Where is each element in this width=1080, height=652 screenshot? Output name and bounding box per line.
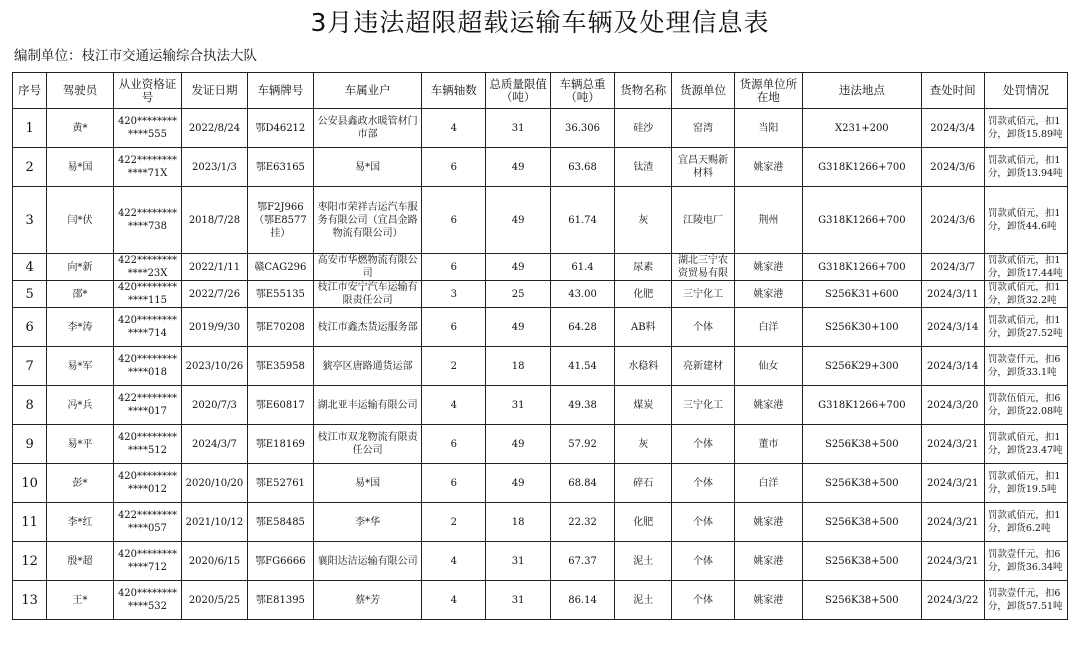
table-row [13, 308, 1068, 347]
cell-plate: 鄂E63165 [247, 148, 313, 187]
cell-driver: 黄* [47, 109, 113, 148]
cell-cargo: 碎石 [615, 464, 672, 503]
cell-plate: 鄂E55135 [247, 281, 313, 308]
cell-source-location: 当阳 [734, 109, 803, 148]
cell-limit: 31 [486, 386, 550, 425]
cell-location: S256K38+500 [803, 503, 921, 542]
cell-location: S256K31+600 [803, 281, 921, 308]
cell-owner: 猇亭区唐路通货运部 [314, 347, 422, 386]
cell-penalty: 罚款贰佰元，扣1分，卸货17.44吨 [984, 254, 1067, 281]
cell-seq: 1 [13, 109, 47, 148]
cell-limit: 49 [486, 254, 550, 281]
cell-source-location: 姚家港 [734, 148, 803, 187]
cell-owner: 襄阳达洁运输有限公司 [314, 542, 422, 581]
cell-check-time: 2024/3/6 [921, 187, 984, 254]
cell-location: S256K38+500 [803, 581, 921, 620]
cell-source-location: 白洋 [734, 308, 803, 347]
cell-cargo: 水稳料 [615, 347, 672, 386]
cell-cert: 420******** ****012 [113, 464, 182, 503]
cell-owner: 枣阳市荣祥吉运汽车服务有限公司（宜昌金路物流有限公司） [314, 187, 422, 254]
header-penalty: 处罚情况 [984, 73, 1067, 109]
cell-location: S256K30+100 [803, 308, 921, 347]
cell-driver: 王* [47, 581, 113, 620]
cell-limit: 49 [486, 148, 550, 187]
cell-owner: 公安县鑫政水暖管材门市部 [314, 109, 422, 148]
cell-owner: 枝江市鑫杰货运服务部 [314, 308, 422, 347]
header-source-location: 货源单位所在地 [734, 73, 803, 109]
cell-cert: 422******** ****71X [113, 148, 182, 187]
cell-penalty: 罚款壹仟元，扣6分，卸货33.1吨 [984, 347, 1067, 386]
cell-issue-date: 2023/10/26 [182, 347, 247, 386]
cell-plate: 鄂E18169 [247, 425, 313, 464]
cell-limit: 18 [486, 503, 550, 542]
cell-weight: 68.84 [550, 464, 614, 503]
cell-plate: 鄂E52761 [247, 464, 313, 503]
cell-weight: 36.306 [550, 109, 614, 148]
cell-check-time: 2024/3/21 [921, 542, 984, 581]
cell-cargo: 泥土 [615, 542, 672, 581]
table-row [13, 503, 1068, 542]
cell-driver: 冯*兵 [47, 386, 113, 425]
cell-plate: 鄂E70208 [247, 308, 313, 347]
cell-location: G318K1266+700 [803, 254, 921, 281]
cell-source: 亮新建材 [672, 347, 734, 386]
cell-issue-date: 2022/7/26 [182, 281, 247, 308]
cell-check-time: 2024/3/7 [921, 254, 984, 281]
violation-table [12, 72, 1068, 620]
cell-source: 湖北三宁农资贸易有限 [672, 254, 734, 281]
cell-source: 三宁化工 [672, 386, 734, 425]
cell-axles: 2 [422, 503, 486, 542]
cell-cert: 420******** ****018 [113, 347, 182, 386]
cell-cert: 420******** ****712 [113, 542, 182, 581]
compiling-unit: 编制单位：枝江市交通运输综合执法大队 [14, 48, 257, 64]
header-check-time: 查处时间 [921, 73, 984, 109]
cell-check-time: 2024/3/20 [921, 386, 984, 425]
cell-check-time: 2024/3/21 [921, 425, 984, 464]
cell-penalty: 罚款贰佰元，扣1分，卸货44.6吨 [984, 187, 1067, 254]
cell-issue-date: 2020/7/3 [182, 386, 247, 425]
cell-weight: 22.32 [550, 503, 614, 542]
header-limit: 总质量限值（吨） [486, 73, 550, 109]
cell-source: 个体 [672, 542, 734, 581]
cell-cargo: 灰 [615, 425, 672, 464]
cell-source: 个体 [672, 581, 734, 620]
cell-check-time: 2024/3/22 [921, 581, 984, 620]
cell-plate: 鄂E58485 [247, 503, 313, 542]
page-title: 3月违法超限超载运输车辆及处理信息表 [310, 8, 770, 37]
cell-seq: 6 [13, 308, 47, 347]
cell-source: 个体 [672, 425, 734, 464]
table-row [13, 109, 1068, 148]
cell-limit: 49 [486, 425, 550, 464]
cell-limit: 31 [486, 581, 550, 620]
cell-owner: 易*国 [314, 148, 422, 187]
cell-owner: 高安市华燃物流有限公司 [314, 254, 422, 281]
cell-axles: 4 [422, 581, 486, 620]
cell-owner: 李*华 [314, 503, 422, 542]
cell-cargo: AB料 [615, 308, 672, 347]
cell-issue-date: 2020/10/20 [182, 464, 247, 503]
header-seq: 序号 [13, 73, 47, 109]
cell-cargo: 泥土 [615, 581, 672, 620]
cell-location: X231+200 [803, 109, 921, 148]
cell-weight: 63.68 [550, 148, 614, 187]
cell-seq: 4 [13, 254, 47, 281]
cell-owner: 枝江市双龙物流有限责任公司 [314, 425, 422, 464]
cell-issue-date: 2018/7/28 [182, 187, 247, 254]
cell-axles: 2 [422, 347, 486, 386]
cell-limit: 25 [486, 281, 550, 308]
cell-plate: 鄂FG6666 [247, 542, 313, 581]
cell-issue-date: 2023/1/3 [182, 148, 247, 187]
cell-weight: 49.38 [550, 386, 614, 425]
table-row [13, 386, 1068, 425]
cell-location: G318K1266+700 [803, 148, 921, 187]
cell-seq: 12 [13, 542, 47, 581]
cell-weight: 41.54 [550, 347, 614, 386]
cell-source: 个体 [672, 503, 734, 542]
cell-limit: 49 [486, 464, 550, 503]
cell-cert: 422******** ****057 [113, 503, 182, 542]
cell-source: 个体 [672, 308, 734, 347]
cell-source: 江陵电厂 [672, 187, 734, 254]
cell-source: 三宁化工 [672, 281, 734, 308]
table-row [13, 542, 1068, 581]
cell-seq: 7 [13, 347, 47, 386]
cell-seq: 13 [13, 581, 47, 620]
cell-cert: 420******** ****555 [113, 109, 182, 148]
cell-source-location: 姚家港 [734, 386, 803, 425]
header-cert: 从业资格证号 [113, 73, 182, 109]
cell-plate: 鄂F2J966（鄂E8577挂） [247, 187, 313, 254]
cell-issue-date: 2022/1/11 [182, 254, 247, 281]
cell-penalty: 罚款贰佰元，扣1分，卸货23.47吨 [984, 425, 1067, 464]
cell-driver: 易*军 [47, 347, 113, 386]
cell-cert: 422******** ****23X [113, 254, 182, 281]
cell-cargo: 煤炭 [615, 386, 672, 425]
cell-cert: 422******** ****017 [113, 386, 182, 425]
header-issue-date: 发证日期 [182, 73, 247, 109]
cell-source: 宜昌天赐新材料 [672, 148, 734, 187]
cell-location: G318K1266+700 [803, 187, 921, 254]
cell-check-time: 2024/3/21 [921, 464, 984, 503]
cell-check-time: 2024/3/14 [921, 347, 984, 386]
cell-driver: 殷*超 [47, 542, 113, 581]
cell-source-location: 姚家港 [734, 281, 803, 308]
cell-driver: 邵* [47, 281, 113, 308]
cell-plate: 赣CAG296 [247, 254, 313, 281]
cell-cert: 420******** ****714 [113, 308, 182, 347]
cell-axles: 6 [422, 187, 486, 254]
cell-source-location: 白洋 [734, 464, 803, 503]
cell-issue-date: 2021/10/12 [182, 503, 247, 542]
cell-seq: 11 [13, 503, 47, 542]
header-driver: 驾驶员 [47, 73, 113, 109]
cell-source-location: 姚家港 [734, 581, 803, 620]
cell-driver: 易*国 [47, 148, 113, 187]
table-row [13, 254, 1068, 281]
cell-cargo: 化肥 [615, 503, 672, 542]
header-weight: 车辆总重（吨） [550, 73, 614, 109]
cell-limit: 49 [486, 308, 550, 347]
cell-weight: 61.74 [550, 187, 614, 254]
table-row [13, 581, 1068, 620]
cell-owner: 易*国 [314, 464, 422, 503]
cell-cargo: 尿素 [615, 254, 672, 281]
table-row [13, 464, 1068, 503]
cell-issue-date: 2019/9/30 [182, 308, 247, 347]
cell-source-location: 姚家港 [734, 542, 803, 581]
cell-cert: 422******** ****738 [113, 187, 182, 254]
cell-source: 个体 [672, 464, 734, 503]
cell-penalty: 罚款贰佰元，扣1分，卸货13.94吨 [984, 148, 1067, 187]
cell-issue-date: 2020/6/15 [182, 542, 247, 581]
header-owner: 车属业户 [314, 73, 422, 109]
cell-penalty: 罚款伍佰元，扣6分，卸货22.08吨 [984, 386, 1067, 425]
header-cargo: 货物名称 [615, 73, 672, 109]
cell-penalty: 罚款壹仟元，扣6分，卸货36.34吨 [984, 542, 1067, 581]
cell-source: 窑湾 [672, 109, 734, 148]
header-axles: 车辆轴数 [422, 73, 486, 109]
cell-seq: 2 [13, 148, 47, 187]
cell-source-location: 仙女 [734, 347, 803, 386]
cell-limit: 31 [486, 109, 550, 148]
cell-driver: 向*新 [47, 254, 113, 281]
cell-limit: 49 [486, 187, 550, 254]
table-row [13, 148, 1068, 187]
cell-plate: 鄂E60817 [247, 386, 313, 425]
cell-check-time: 2024/3/11 [921, 281, 984, 308]
cell-seq: 9 [13, 425, 47, 464]
cell-source-location: 荆州 [734, 187, 803, 254]
cell-source-location: 姚家港 [734, 254, 803, 281]
cell-cargo: 灰 [615, 187, 672, 254]
cell-weight: 43.00 [550, 281, 614, 308]
cell-location: S256K38+500 [803, 542, 921, 581]
cell-location: G318K1266+700 [803, 386, 921, 425]
cell-weight: 61.4 [550, 254, 614, 281]
cell-owner: 枝江市安宁汽车运输有限责任公司 [314, 281, 422, 308]
cell-cert: 420******** ****115 [113, 281, 182, 308]
cell-axles: 3 [422, 281, 486, 308]
cell-axles: 6 [422, 254, 486, 281]
cell-axles: 4 [422, 542, 486, 581]
cell-axles: 6 [422, 148, 486, 187]
cell-cargo: 钛渣 [615, 148, 672, 187]
cell-penalty: 罚款贰佰元，扣1分，卸货32.2吨 [984, 281, 1067, 308]
cell-axles: 6 [422, 425, 486, 464]
header-location: 违法地点 [803, 73, 921, 109]
cell-penalty: 罚款贰佰元，扣1分，卸货27.52吨 [984, 308, 1067, 347]
cell-driver: 易*平 [47, 425, 113, 464]
cell-check-time: 2024/3/21 [921, 503, 984, 542]
cell-issue-date: 2020/5/25 [182, 581, 247, 620]
cell-issue-date: 2022/8/24 [182, 109, 247, 148]
cell-axles: 4 [422, 386, 486, 425]
cell-check-time: 2024/3/4 [921, 109, 984, 148]
cell-plate: 鄂D46212 [247, 109, 313, 148]
cell-owner: 湖北亚丰运输有限公司 [314, 386, 422, 425]
cell-weight: 57.92 [550, 425, 614, 464]
cell-driver: 彭* [47, 464, 113, 503]
cell-driver: 李*红 [47, 503, 113, 542]
header-plate: 车辆牌号 [247, 73, 313, 109]
cell-penalty: 罚款壹仟元，扣6分，卸货57.51吨 [984, 581, 1067, 620]
cell-seq: 3 [13, 187, 47, 254]
cell-check-time: 2024/3/6 [921, 148, 984, 187]
cell-weight: 86.14 [550, 581, 614, 620]
cell-seq: 5 [13, 281, 47, 308]
cell-axles: 4 [422, 109, 486, 148]
cell-driver: 李*涛 [47, 308, 113, 347]
cell-driver: 闫*伏 [47, 187, 113, 254]
cell-axles: 6 [422, 308, 486, 347]
cell-penalty: 罚款贰佰元，扣1分，卸货6.2吨 [984, 503, 1067, 542]
table-row [13, 187, 1068, 254]
cell-cargo: 化肥 [615, 281, 672, 308]
cell-source-location: 董市 [734, 425, 803, 464]
cell-weight: 64.28 [550, 308, 614, 347]
cell-penalty: 罚款贰佰元，扣1分，卸货19.5吨 [984, 464, 1067, 503]
cell-issue-date: 2024/3/7 [182, 425, 247, 464]
table-row [13, 347, 1068, 386]
cell-source-location: 姚家港 [734, 503, 803, 542]
cell-limit: 31 [486, 542, 550, 581]
cell-seq: 10 [13, 464, 47, 503]
cell-cert: 420******** ****512 [113, 425, 182, 464]
cell-owner: 蔡*芳 [314, 581, 422, 620]
cell-axles: 6 [422, 464, 486, 503]
header-source: 货源单位 [672, 73, 734, 109]
cell-cert: 420******** ****532 [113, 581, 182, 620]
cell-cargo: 硅沙 [615, 109, 672, 148]
table-row [13, 281, 1068, 308]
cell-location: S256K29+300 [803, 347, 921, 386]
cell-check-time: 2024/3/14 [921, 308, 984, 347]
cell-plate: 鄂E81395 [247, 581, 313, 620]
header-row [13, 73, 1068, 109]
cell-penalty: 罚款贰佰元，扣1分，卸货15.89吨 [984, 109, 1067, 148]
cell-location: S256K38+500 [803, 464, 921, 503]
table-row [13, 425, 1068, 464]
cell-location: S256K38+500 [803, 425, 921, 464]
cell-limit: 18 [486, 347, 550, 386]
cell-seq: 8 [13, 386, 47, 425]
cell-plate: 鄂E35958 [247, 347, 313, 386]
cell-weight: 67.37 [550, 542, 614, 581]
